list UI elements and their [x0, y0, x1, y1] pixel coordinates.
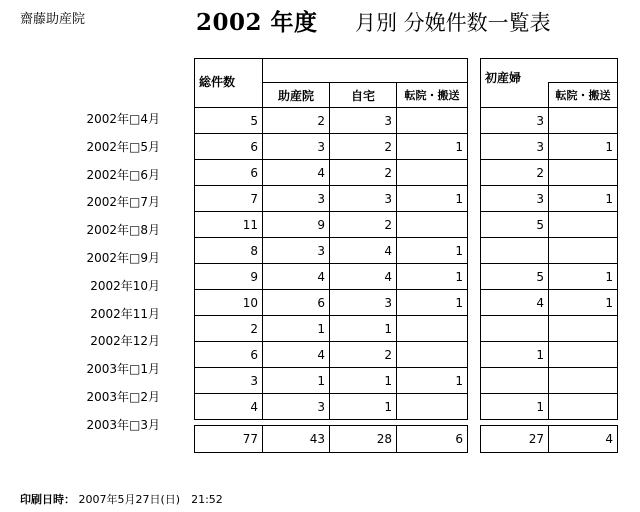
table-row	[481, 342, 618, 368]
table-row	[195, 108, 468, 134]
month-label: 2003年□3月	[86, 417, 160, 432]
cell-first-transfer: 1	[549, 134, 618, 160]
table-row	[481, 368, 618, 394]
table-row	[195, 238, 468, 264]
table-row	[195, 212, 468, 238]
first-birth-table	[480, 58, 618, 453]
cell-first: 5	[481, 212, 549, 238]
table-row	[195, 394, 468, 420]
table-row	[481, 290, 618, 316]
header-home: 自宅	[330, 83, 397, 108]
month-label: 2002年10月	[90, 278, 160, 293]
cell-total: 7	[195, 186, 263, 212]
total-first: 27	[481, 426, 549, 453]
cell-transfer: 1	[397, 290, 468, 316]
cell-first: 2	[481, 160, 549, 186]
cell-midwife-home: 4	[263, 264, 330, 290]
total-home: 28	[330, 426, 397, 453]
print-timestamp-label: 印刷日時：	[20, 493, 75, 506]
cell-home: 1	[330, 316, 397, 342]
report-title-year: 2002 年度	[196, 9, 318, 36]
table-row	[195, 160, 468, 186]
header-first-transfer: 転院・搬送	[549, 83, 618, 108]
cell-first-transfer	[549, 368, 618, 394]
cell-transfer: 1	[397, 134, 468, 160]
cell-first: 3	[481, 108, 549, 134]
cell-home: 3	[330, 290, 397, 316]
table-row	[481, 264, 618, 290]
table-row	[481, 108, 618, 134]
cell-first-transfer: 1	[549, 290, 618, 316]
cell-midwife-home: 4	[263, 160, 330, 186]
month-label: 2002年□8月	[86, 223, 160, 238]
header-transfer: 転院・搬送	[397, 83, 468, 108]
header-first-group	[549, 59, 618, 83]
table-row	[481, 394, 618, 420]
cell-first	[481, 368, 549, 394]
cell-first: 3	[481, 134, 549, 160]
cell-home: 2	[330, 212, 397, 238]
header-first-birth: 初産婦	[481, 59, 549, 108]
cell-total: 5	[195, 108, 263, 134]
cell-midwife-home: 6	[263, 290, 330, 316]
cell-first-transfer: 1	[549, 264, 618, 290]
cell-home: 3	[330, 108, 397, 134]
cell-total: 10	[195, 290, 263, 316]
cell-total: 6	[195, 160, 263, 186]
cell-total: 11	[195, 212, 263, 238]
print-timestamp	[20, 491, 223, 507]
cell-home: 2	[330, 160, 397, 186]
cell-first: 1	[481, 342, 549, 368]
cell-home: 2	[330, 134, 397, 160]
table-row	[481, 212, 618, 238]
cell-transfer: 1	[397, 368, 468, 394]
totals-row	[195, 426, 468, 453]
month-label: 2002年□6月	[86, 167, 160, 182]
cell-total: 8	[195, 238, 263, 264]
month-label: 2002年□7月	[86, 195, 160, 210]
print-timestamp-value: 2007年5月27日(日) 21:52	[78, 493, 223, 506]
table-row	[195, 290, 468, 316]
cell-midwife-home: 3	[263, 238, 330, 264]
cell-total: 3	[195, 368, 263, 394]
clinic-name: 齋藤助産院	[20, 12, 86, 27]
cell-first	[481, 316, 549, 342]
cell-transfer	[397, 316, 468, 342]
cell-first-transfer: 1	[549, 186, 618, 212]
month-label: 2003年□2月	[86, 390, 160, 404]
cell-transfer	[397, 342, 468, 368]
cell-transfer: 1	[397, 264, 468, 290]
cell-first: 4	[481, 290, 549, 316]
cell-first: 5	[481, 264, 549, 290]
monthly-birth-table	[194, 58, 468, 453]
total-transfer: 6	[397, 426, 468, 453]
cell-home: 1	[330, 394, 397, 420]
cell-first-transfer	[549, 316, 618, 342]
month-label: 2002年11月	[90, 306, 160, 321]
cell-home: 3	[330, 186, 397, 212]
table-row	[195, 134, 468, 160]
cell-transfer: 1	[397, 238, 468, 264]
cell-total: 9	[195, 264, 263, 290]
month-label: 2003年□1月	[86, 362, 160, 377]
total-total: 77	[195, 426, 263, 453]
cell-midwife-home: 3	[263, 394, 330, 420]
table-row	[195, 316, 468, 342]
table-row	[481, 160, 618, 186]
totals-row	[481, 426, 618, 453]
cell-transfer	[397, 160, 468, 186]
table-row	[195, 264, 468, 290]
cell-first-transfer	[549, 212, 618, 238]
cell-transfer	[397, 212, 468, 238]
cell-midwife-home: 3	[263, 186, 330, 212]
cell-midwife-home: 1	[263, 368, 330, 394]
table-row	[481, 134, 618, 160]
cell-first-transfer	[549, 394, 618, 420]
month-label: 2002年12月	[90, 334, 160, 349]
header-total: 総件数	[195, 59, 263, 108]
cell-transfer: 1	[397, 186, 468, 212]
cell-first-transfer	[549, 342, 618, 368]
cell-first: 1	[481, 394, 549, 420]
cell-total: 6	[195, 134, 263, 160]
table-row	[481, 316, 618, 342]
cell-total: 2	[195, 316, 263, 342]
cell-first-transfer	[549, 238, 618, 264]
cell-midwife-home: 9	[263, 212, 330, 238]
table-row	[195, 342, 468, 368]
cell-midwife-home: 4	[263, 342, 330, 368]
table-row	[481, 186, 618, 212]
cell-midwife-home: 1	[263, 316, 330, 342]
table-row	[195, 368, 468, 394]
cell-first	[481, 238, 549, 264]
cell-midwife-home: 2	[263, 108, 330, 134]
cell-midwife-home: 3	[263, 134, 330, 160]
cell-home: 4	[330, 238, 397, 264]
total-first-transfer: 4	[549, 426, 618, 453]
header-midwife-home: 助産院	[263, 83, 330, 108]
month-label: 2002年□4月	[86, 112, 160, 126]
cell-transfer	[397, 108, 468, 134]
cell-first-transfer	[549, 108, 618, 134]
cell-first: 3	[481, 186, 549, 212]
cell-first-transfer	[549, 160, 618, 186]
header-group	[263, 59, 468, 83]
month-label: 2002年□5月	[86, 139, 160, 154]
cell-home: 2	[330, 342, 397, 368]
cell-total: 4	[195, 394, 263, 420]
table-row	[195, 186, 468, 212]
cell-transfer	[397, 394, 468, 420]
report-title: 月別 分娩件数一覧表	[355, 11, 551, 35]
total-midwife-home: 43	[263, 426, 330, 453]
cell-total: 6	[195, 342, 263, 368]
cell-home: 1	[330, 368, 397, 394]
cell-home: 4	[330, 264, 397, 290]
month-label: 2002年□9月	[86, 251, 160, 265]
table-row	[481, 238, 618, 264]
